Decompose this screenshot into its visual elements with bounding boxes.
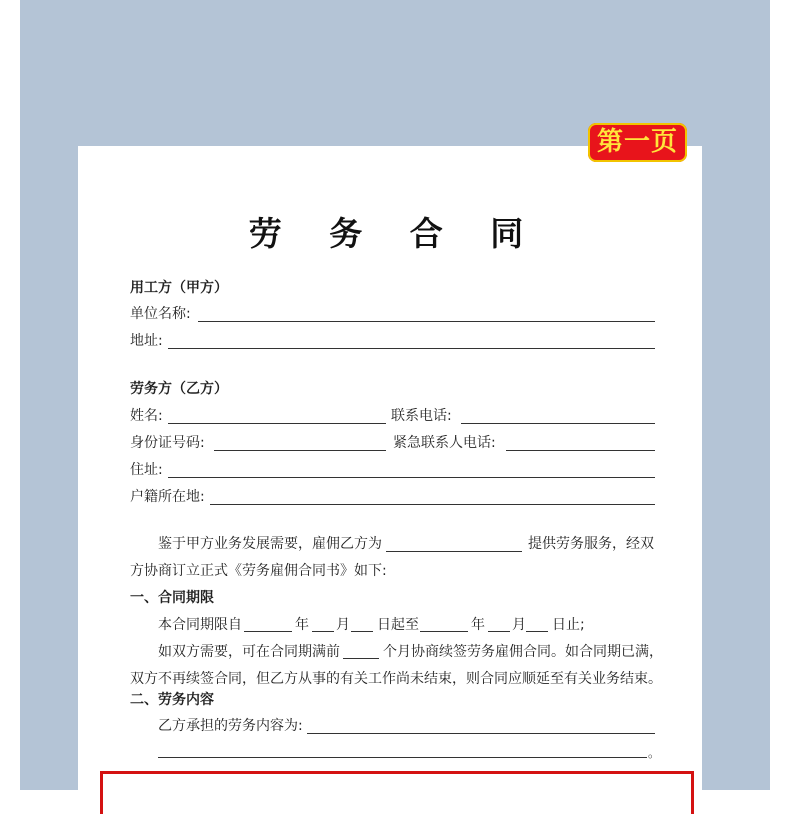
- worker-heading: 劳务方（乙方）: [130, 381, 228, 397]
- unit-name-label: 单位名称:: [130, 306, 191, 322]
- start-month-field[interactable]: [312, 631, 334, 632]
- intro-text-b: 提供劳务服务，经双: [528, 536, 654, 552]
- term-text-6: 月: [512, 617, 526, 633]
- phone-label: 联系电话:: [391, 408, 452, 424]
- hukou-label: 户籍所在地:: [130, 489, 205, 505]
- content-end-mark: 。: [648, 746, 661, 760]
- address-field[interactable]: [168, 348, 655, 349]
- hukou-field[interactable]: [210, 504, 655, 505]
- term-text-2: 年: [295, 617, 309, 633]
- renew-text-line2: 双方不再续签合同，但乙方从事的有关工作尚未结束，则合同应顺延至有关业务结束。: [130, 671, 662, 687]
- name-field[interactable]: [168, 423, 386, 424]
- residence-label: 住址:: [130, 462, 163, 478]
- phone-field[interactable]: [461, 423, 655, 424]
- name-label: 姓名:: [130, 408, 163, 424]
- residence-field[interactable]: [168, 477, 655, 478]
- section1-heading: 一、合同期限: [130, 590, 214, 606]
- term-text-5: 年: [471, 617, 485, 633]
- content-label: 乙方承担的劳务内容为:: [158, 718, 303, 734]
- term-text-3: 月: [336, 617, 350, 633]
- intro-text-a: 鉴于甲方业务发展需要，雇佣乙方为: [158, 536, 382, 552]
- intro-text-line2: 方协商订立正式《劳务雇佣合同书》如下:: [130, 563, 387, 579]
- emergency-phone-field[interactable]: [506, 450, 655, 451]
- emergency-phone-label: 紧急联系人电话:: [393, 435, 496, 451]
- id-number-label: 身份证号码:: [130, 435, 205, 451]
- content-field-1[interactable]: [307, 733, 655, 734]
- employer-heading: 用工方（甲方）: [130, 280, 228, 296]
- id-number-field[interactable]: [214, 450, 386, 451]
- page-badge: 第一页: [588, 123, 687, 162]
- section2-heading: 二、劳务内容: [130, 692, 214, 708]
- renew-text-a: 如双方需要，可在合同期满前: [158, 644, 340, 660]
- term-text-1: 本合同期限自: [158, 617, 242, 633]
- content-field-2[interactable]: [158, 757, 647, 758]
- renew-text-b: 个月协商续签劳务雇佣合同。如合同期已满，: [383, 644, 663, 660]
- start-year-field[interactable]: [244, 631, 292, 632]
- term-text-7: 日止;: [552, 617, 585, 633]
- contract-title: 劳 务 合 同: [248, 214, 542, 253]
- start-day-field[interactable]: [351, 631, 373, 632]
- term-text-4: 日起至: [377, 617, 419, 633]
- end-day-field[interactable]: [526, 631, 548, 632]
- renew-months-field[interactable]: [343, 658, 379, 659]
- service-field[interactable]: [386, 551, 522, 552]
- highlight-frame: [100, 771, 694, 814]
- end-year-field[interactable]: [420, 631, 468, 632]
- end-month-field[interactable]: [488, 631, 510, 632]
- unit-name-field[interactable]: [198, 321, 655, 322]
- address-label: 地址:: [130, 333, 163, 349]
